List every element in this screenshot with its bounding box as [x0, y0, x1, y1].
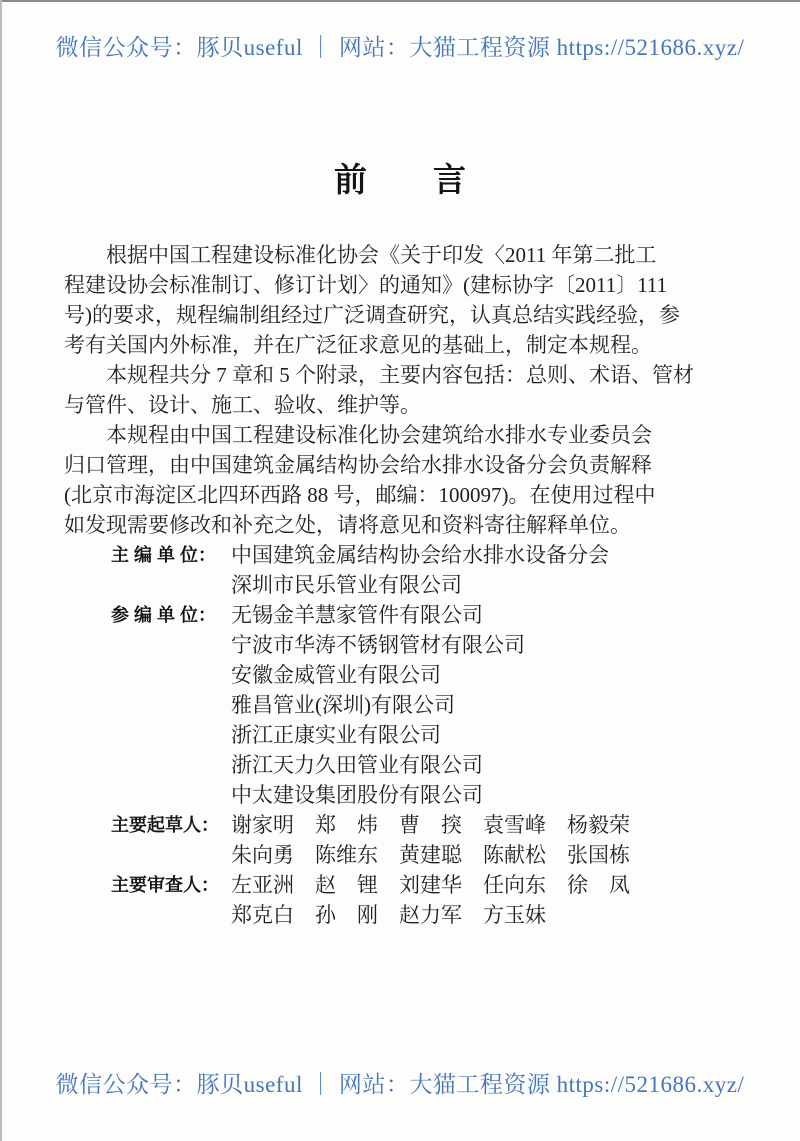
paragraph-line: 号)的要求，规程编制组经过广泛调查研究，认真总结实践经验，参	[64, 303, 680, 327]
paragraph	[64, 360, 740, 420]
credit-items	[231, 870, 740, 930]
credit-row	[64, 810, 740, 870]
credit-item: 宁波市华涛不锈钢管材有限公司	[231, 633, 525, 657]
paragraph-line: 根据中国工程建设标准化协会《关于印发〈2011 年第二批工	[64, 243, 657, 267]
document-body	[64, 240, 740, 930]
credit-label: 主要起草人：	[111, 815, 219, 835]
paragraph-line: (北京市海淀区北四环西路 88 号，邮编：100097)。在使用过程中	[64, 483, 656, 507]
credit-item: 雅昌管业(深圳)有限公司	[231, 693, 455, 717]
paragraph-line: 考有关国内外标准，并在广泛征求意见的基础上，制定本规程。	[64, 333, 652, 357]
credit-item: 中太建设集团股份有限公司	[231, 783, 483, 807]
paragraph-line: 归口管理，由中国建筑金属结构协会给水排水设备分会负责解释	[64, 453, 652, 477]
credit-items	[231, 540, 740, 600]
paragraph-line: 本规程由中国工程建设标准化协会建筑给水排水专业委员会	[64, 423, 652, 447]
credit-item: 浙江天力久田管业有限公司	[231, 753, 483, 777]
credit-item: 郑克白 孙 刚 赵力军 方玉妹	[231, 903, 546, 927]
paragraph-line: 与管件、设计、施工、验收、维护等。	[64, 393, 421, 417]
watermark-top: 微信公众号：豚贝useful ｜ 网站：大猫工程资源 https://521686.xyz/	[55, 35, 745, 60]
paragraph-line: 本规程共分 7 章和 5 个附录，主要内容包括：总则、术语、管材	[64, 363, 694, 387]
page-title: 前 言	[334, 161, 466, 198]
paragraph	[64, 420, 740, 540]
credit-item: 深圳市民乐管业有限公司	[231, 573, 462, 597]
credit-label: 参 编 单 位：	[111, 605, 217, 625]
credit-item: 谢家明 郑 炜 曹 揬 袁雪峰 杨毅荣	[231, 813, 630, 837]
credit-item: 左亚洲 赵 锂 刘建华 任向东 徐 凤	[231, 873, 630, 897]
scan-edge-top	[0, 0, 800, 2]
credit-item: 无锡金羊慧家管件有限公司	[231, 603, 483, 627]
credit-label: 主要审查人：	[111, 875, 219, 895]
credit-label: 主 编 单 位：	[111, 545, 217, 565]
credit-item: 朱向勇 陈维东 黄建聪 陈献松 张国栋	[231, 843, 630, 867]
credit-items	[231, 600, 740, 810]
paragraph-line: 如发现需要修改和补充之处，请将意见和资料寄往解释单位。	[64, 513, 631, 537]
credit-row	[64, 600, 740, 810]
credit-items	[231, 810, 740, 870]
credit-row	[64, 870, 740, 930]
credit-row	[64, 540, 740, 600]
paragraph-line: 程建设协会标准制订、修订计划〉的通知》(建标协字〔2011〕111	[64, 273, 668, 297]
paragraph	[64, 240, 740, 360]
credit-item: 中国建筑金属结构协会给水排水设备分会	[231, 543, 609, 567]
watermark-bottom: 微信公众号：豚贝useful ｜ 网站：大猫工程资源 https://521686.xyz/	[55, 1072, 745, 1097]
credit-item: 浙江正康实业有限公司	[231, 723, 441, 747]
credit-item: 安徽金威管业有限公司	[231, 663, 441, 687]
